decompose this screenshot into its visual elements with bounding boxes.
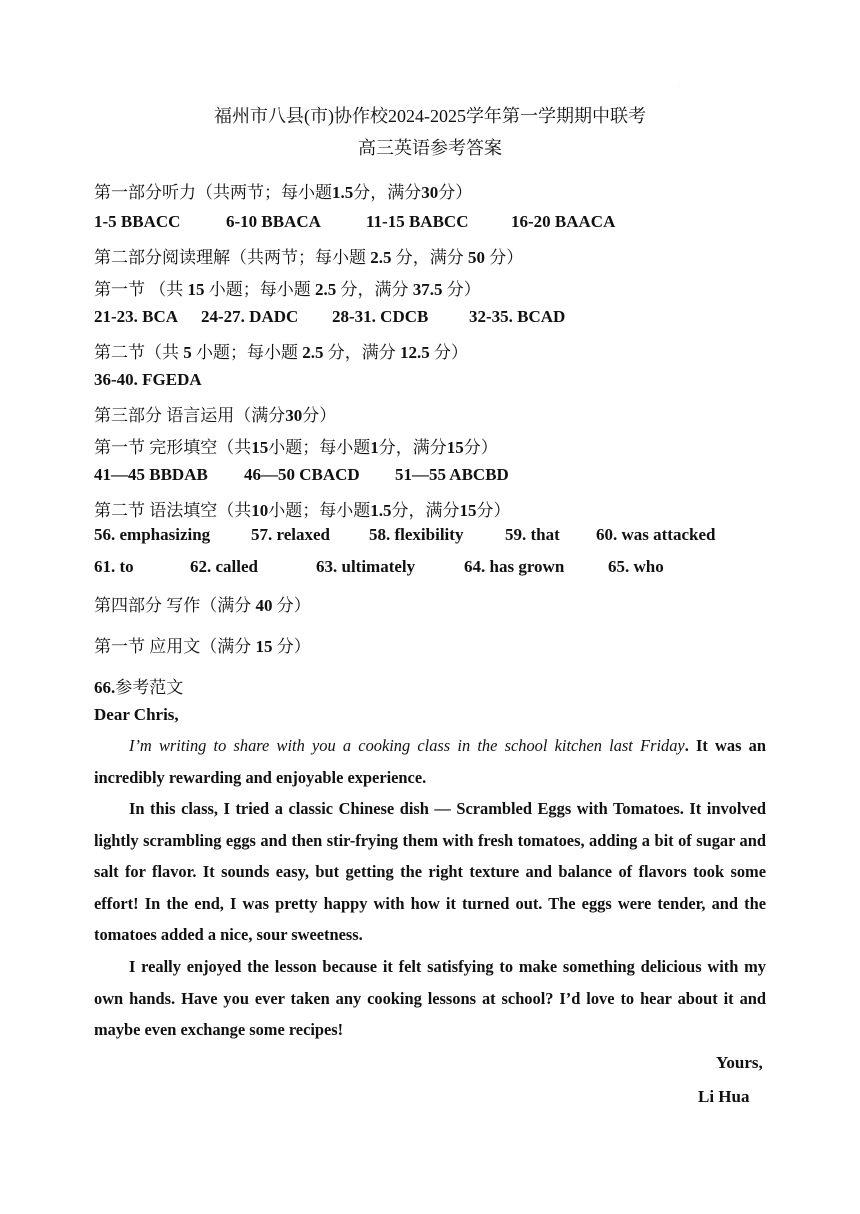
grammar-answers-row2 (94, 557, 664, 577)
letter-paragraph-2: In this class, I tried a classic Chinese dish — Scrambled Eggs with Tomatoes. It involved lightly scrambling eggs and then stir-frying them with fresh tomatoes, adding a bit of sugar and salt for flavor. It sounds easy, but getting the right texture and balance of flavors took some effort! In the end, I was pretty happy with how it turned out. The eggs were tender, and the tomatoes added a nice, sour sweetness. (94, 799, 766, 945)
part1-heading: 第一部分听力（共两节；每小题1.5分，满分30分） (94, 183, 473, 202)
reading-answers (94, 307, 565, 327)
answer-group: 21-23. BCA (94, 307, 179, 326)
letter-signature: Li Hua (698, 1087, 750, 1106)
letter-greeting: Dear Chris, (94, 705, 179, 724)
cloze-answers (94, 465, 509, 485)
answer-item: 61. to (94, 557, 134, 576)
part2-heading: 第二部分阅读理解（共两节；每小题 2.5 分，满分 50 分） (94, 248, 524, 267)
part3-heading: 第三部分 语言运用（满分30分） (94, 406, 337, 425)
answer-item: 57. relaxed (251, 525, 331, 544)
answer-group: 28-31. CDCB (332, 307, 429, 326)
part4-section1-heading: 第一节 应用文（满分 15 分） (94, 637, 311, 656)
answer-item: 56. emphasizing (94, 525, 211, 544)
answer-item: 60. was attacked (596, 525, 716, 544)
seven-choose-five-answers: 36-40. FGEDA (94, 370, 202, 389)
letter-paragraph-3: I really enjoyed the lesson because it felt satisfying to make something delicious with my own hands. Have you ever taken any cooking lessons at school? I’d love to hear about it and maybe even exchange some recipes! (94, 957, 766, 1040)
answer-item: 65. who (608, 557, 664, 576)
sample-essay-label: 66.参考范文 (94, 678, 184, 697)
part3-section1-heading: 第一节 完形填空（共15小题；每小题1分，满分15分） (94, 438, 498, 457)
listening-answers (94, 212, 615, 232)
speck: · (678, 84, 680, 90)
part2-section1-heading: 第一节 （共 15 小题；每小题 2.5 分，满分 37.5 分） (94, 280, 481, 299)
answer-item: 58. flexibility (369, 525, 464, 544)
letter-paragraph-1: I’m writing to share with you a cooking class in the school kitchen last Friday. It was an incredibly rewarding and enjoyable experience. (94, 736, 766, 787)
letter-closing: Yours, (716, 1053, 763, 1072)
answer-group: 24-27. DADC (201, 307, 299, 326)
answer-item: 64. has grown (464, 557, 565, 576)
grammar-answers-row1 (94, 525, 715, 545)
answer-group: 16-20 BAACA (511, 212, 616, 231)
exam-title: 福州市八县(市)协作校2024-2025学年第一学期期中联考 (214, 106, 646, 126)
part2-section2-heading: 第二节（共 5 小题；每小题 2.5 分，满分 12.5 分） (94, 343, 468, 362)
answer-item: 62. called (190, 557, 258, 576)
answer-item: 63. ultimately (316, 557, 416, 576)
answer-group: 11-15 BABCC (366, 212, 469, 231)
answer-group: 46—50 CBACD (244, 465, 360, 484)
answer-group: 32-35. BCAD (469, 307, 566, 326)
answer-item: 59. that (505, 525, 560, 544)
answer-group: 51—55 ABCBD (395, 465, 509, 484)
part4-heading: 第四部分 写作（满分 40 分） (94, 596, 311, 615)
answer-group: 1-5 BBACC (94, 212, 181, 231)
document-subtitle: 高三英语参考答案 (358, 138, 502, 158)
answer-group: 6-10 BBACA (226, 212, 321, 231)
answer-group: 41—45 BBDAB (94, 465, 208, 484)
part3-section2-heading: 第二节 语法填空（共10小题；每小题1.5分，满分15分） (94, 501, 511, 520)
